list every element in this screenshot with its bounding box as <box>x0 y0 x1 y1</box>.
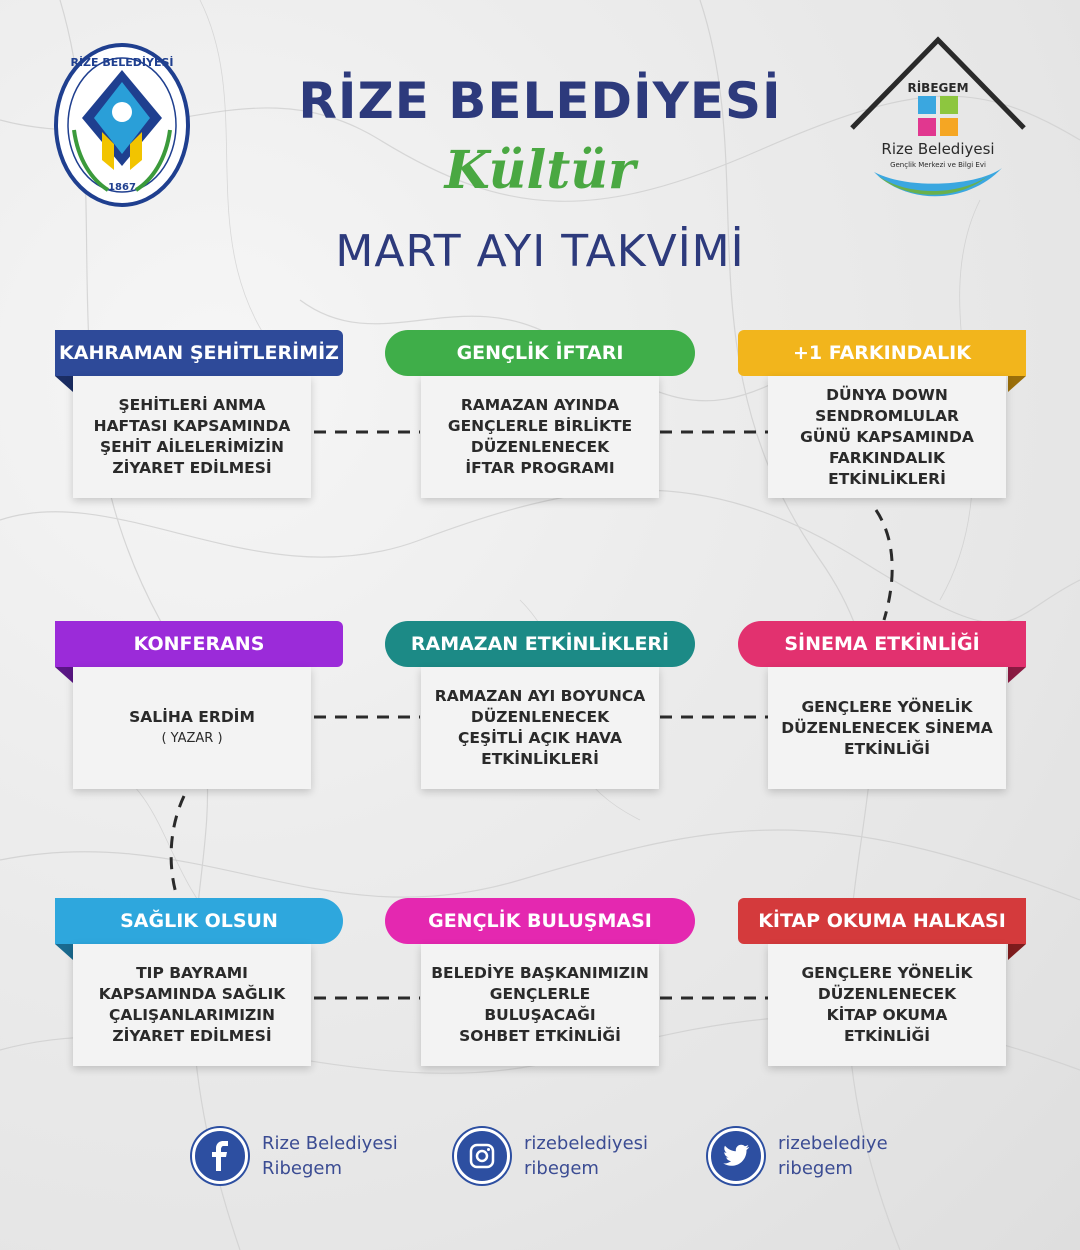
event-title: GENÇLİK BULUŞMASI <box>385 898 695 944</box>
instagram-handle-line1: rizebelediyesi <box>524 1133 649 1154</box>
social-instagram[interactable] <box>454 1128 648 1184</box>
event-description: GENÇLERE YÖNELİK DÜZENLENECEK KİTAP OKUMA ETKİNLİĞİ <box>768 944 1006 1066</box>
instagram-handle-line2: ribegem <box>524 1158 599 1179</box>
event-title: SİNEMA ETKİNLİĞİ <box>738 621 1026 667</box>
event-description: DÜNYA DOWN SENDROMLULAR GÜNÜ KAPSAMINDA FARKINDALIK ETKİNLİKLERİ <box>768 376 1006 498</box>
facebook-handle-line2: Ribegem <box>262 1158 343 1179</box>
event-description: ŞEHİTLERİ ANMA HAFTASI KAPSAMINDA ŞEHİT AİLELERİMİZİN ZİYARET EDİLMESİ <box>73 376 311 498</box>
twitter-icon <box>708 1128 764 1184</box>
svg-text:RİBEGEM: RİBEGEM <box>907 81 969 95</box>
social-twitter[interactable] <box>708 1128 888 1184</box>
event-title: SAĞLIK OLSUN <box>55 898 343 944</box>
event-description: RAMAZAN AYI BOYUNCA DÜZENLENECEK ÇEŞİTLİ AÇIK HAVA ETKİNLİKLERİ <box>421 667 659 789</box>
page-script-title: Kültür <box>444 140 636 201</box>
social-facebook[interactable] <box>192 1128 398 1184</box>
event-title: GENÇLİK İFTARI <box>385 330 695 376</box>
twitter-handle-line1: rizebelediye <box>778 1133 888 1154</box>
twitter-handle-line2: ribegem <box>778 1158 853 1179</box>
facebook-icon <box>192 1128 248 1184</box>
page-title: RİZE BELEDİYESİ <box>298 72 782 130</box>
event-title: KONFERANS <box>55 621 343 667</box>
svg-text:Gençlik Merkezi ve Bilgi Evi: Gençlik Merkezi ve Bilgi Evi <box>890 161 986 169</box>
facebook-handle-line1: Rize Belediyesi <box>262 1133 398 1154</box>
event-description: SALİHA ERDİM ( YAZAR ) <box>73 667 311 789</box>
event-description: GENÇLERE YÖNELİK DÜZENLENECEK SİNEMA ETKİNLİĞİ <box>768 667 1006 789</box>
svg-text:RİZE BELEDİYESİ: RİZE BELEDİYESİ <box>70 56 174 69</box>
event-title: RAMAZAN ETKİNLİKLERİ <box>385 621 695 667</box>
event-description: TIP BAYRAMI KAPSAMINDA SAĞLIK ÇALIŞANLARIMIZIN ZİYARET EDİLMESİ <box>73 944 311 1066</box>
event-title: KAHRAMAN ŞEHİTLERİMİZ <box>55 330 343 376</box>
page-subtitle: MART AYI TAKVİMİ <box>335 226 745 277</box>
event-description: BELEDİYE BAŞKANIMIZIN GENÇLERLE BULUŞACAĞI SOHBET ETKİNLİĞİ <box>421 944 659 1066</box>
event-title: KİTAP OKUMA HALKASI <box>738 898 1026 944</box>
svg-text:Rize Belediyesi: Rize Belediyesi <box>881 140 995 158</box>
event-description: RAMAZAN AYINDA GENÇLERLE BİRLİKTE DÜZENLENECEK İFTAR PROGRAMI <box>421 376 659 498</box>
svg-text:1867: 1867 <box>108 182 136 193</box>
instagram-icon <box>454 1128 510 1184</box>
event-title: +1 FARKINDALIK <box>738 330 1026 376</box>
